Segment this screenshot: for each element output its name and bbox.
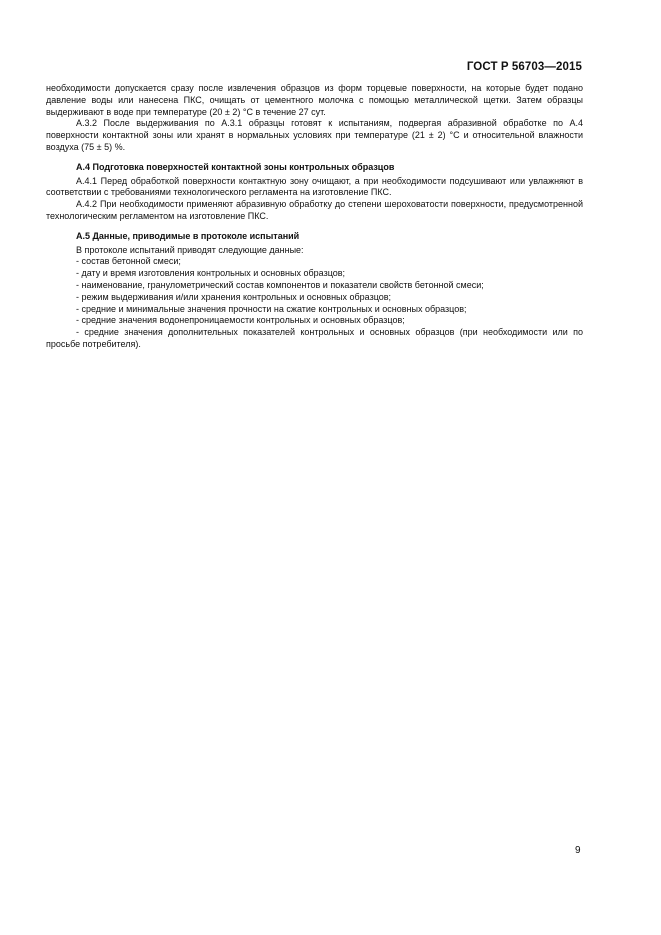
list-item: - режим выдерживания и/или хранения контрольных и основных образцов; [76,291,392,302]
list-item: - средние и минимальные значения прочности на сжатие контрольных и основных образцов; [76,303,467,314]
document-code-header: ГОСТ Р 56703—2015 [466,61,582,73]
paragraph-a3-1-continuation: необходимости допускается сразу после извлечения образцов из форм торцевые поверхности, на которые будет подано давление воды или нанесена ПКС, очищать от цементного молочка с помощью металлической щетки. Затем образцы выдерживают в воде при температуре (20 ± 2) °С в течение 27 сут. [46,83,583,117]
section-heading-a4: А.4 Подготовка поверхностей контактной зоны контрольных образцов [76,161,395,172]
paragraph-a3-2: А.3.2 После выдерживания по А.3.1 образцы готовят к испытаниям, подвергая абразивной обработке по А.4 поверхности контактной зоны или хранят в нормальных условиях при температуре (21 ± 2) °С и относительной влажности воздуха (75 ± 5) %. [46,118,583,152]
list-item: - средние значения водонепроницаемости контрольных и основных образцов; [76,315,405,326]
list-item: - дату и время изготовления контрольных и основных образцов; [76,268,346,279]
paragraph-a4-1: А.4.1 Перед обработкой поверхности контактную зону очищают, а при необходимости подсушивают или увлажняют в соответствии с требованиями технологического регламента на изготовление ПКС. [46,175,583,198]
document-body [46,83,583,351]
list-item: - состав бетонной смеси; [76,256,181,267]
page-number: 9 [575,845,581,856]
paragraph-a5-intro: В протоколе испытаний приводят следующие данные: [76,244,304,255]
list-item: - средние значения дополнительных показателей контрольных и основных образцов (при необходимости или по просьбе потребителя). [46,327,583,349]
section-heading-a5: А.5 Данные, приводимые в протоколе испытаний [76,230,300,241]
list-item: - наименование, гранулометрический состав компонентов и показатели свойств бетонной смеси; [76,279,484,290]
paragraph-a4-2: А.4.2 При необходимости применяют абразивную обработку до степени шероховатости поверхности, предусмотренной технологическим регламентом на изготовление ПКС. [46,199,583,221]
